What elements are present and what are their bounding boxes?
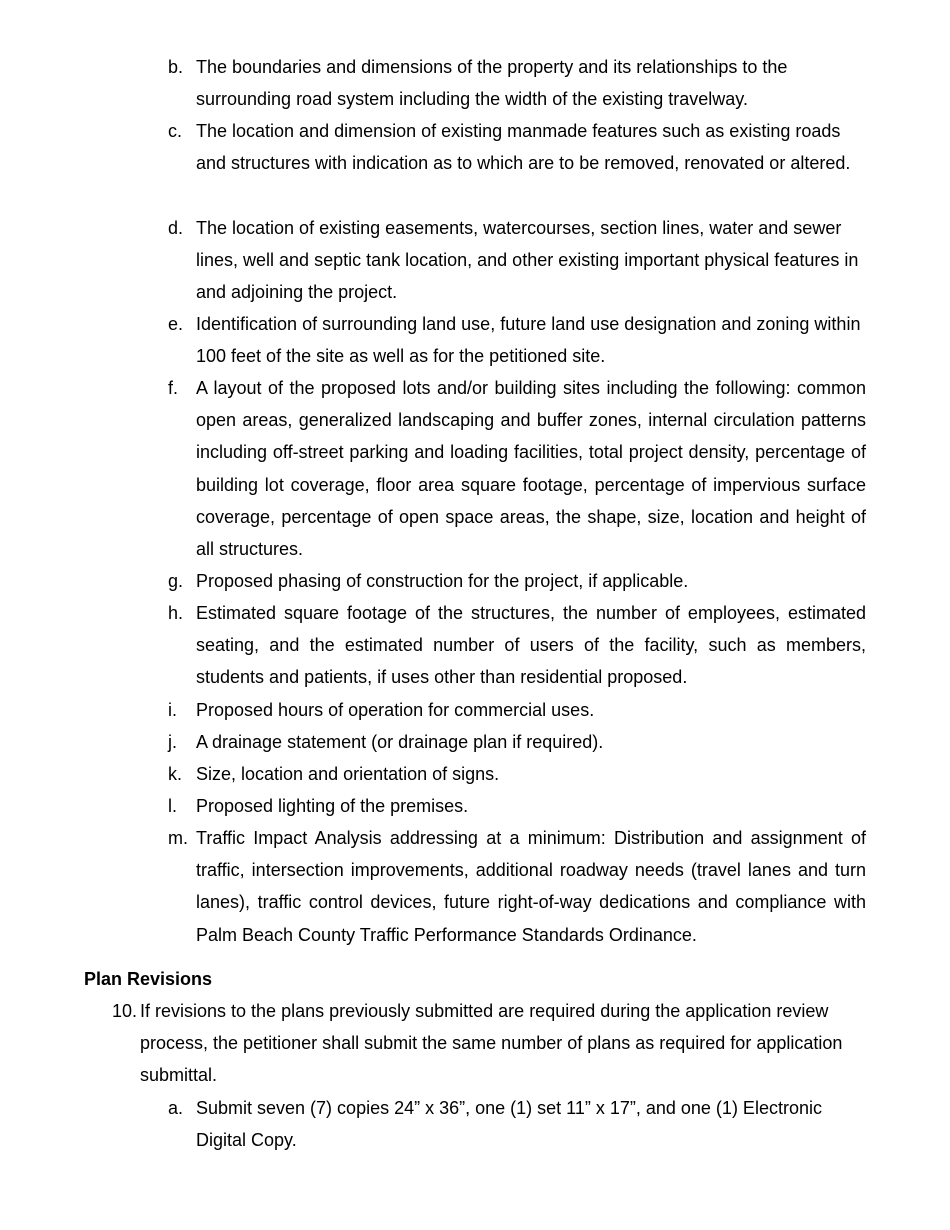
list-item-text: Proposed lighting of the premises. <box>196 796 469 816</box>
list-marker: a. <box>168 1098 184 1118</box>
list-marker: c. <box>168 121 183 141</box>
list-item-a <box>168 1092 866 1156</box>
list-item-text: The boundaries and dimensions of the property and its relationships to the surrounding road system including the width of the existing travelway. <box>196 57 788 110</box>
list-marker: j. <box>168 732 177 752</box>
list-marker: e. <box>168 314 184 334</box>
list-item-text: Size, location and orientation of signs. <box>196 764 500 784</box>
list-marker: i. <box>168 700 177 720</box>
list-item-text: Proposed hours of operation for commercial uses. <box>196 700 595 720</box>
list-item-text: If revisions to the plans previously submitted are required during the application review process, the petitioner shall submit the same number of plans as required for application submittal. <box>140 1001 843 1086</box>
list-item-f <box>168 372 866 565</box>
list-item-g <box>168 565 866 597</box>
list-item-text: Identification of surrounding land use, future land use designation and zoning within 100 feet of the site as well as for the petitioned site. <box>196 314 861 367</box>
section-heading-plan-revisions: Plan Revisions <box>84 969 213 989</box>
list-item-d <box>168 212 866 309</box>
list-item-k <box>168 758 866 790</box>
list-marker: g. <box>168 571 184 591</box>
list-item-text: Estimated square footage of the structures, the number of employees, estimated seating, and the estimated number of users of the facility, such as members, students and patients, if uses other than residential proposed. <box>196 603 866 688</box>
list-item-b <box>168 51 866 115</box>
list-item-text: The location of existing easements, watercourses, section lines, water and sewer lines, well and septic tank location, and other existing important physical features in and adjoining the project. <box>196 218 859 303</box>
list-item-text: The location and dimension of existing manmade features such as existing roads and structures with indication as to which are to be removed, renovated or altered. <box>196 121 851 174</box>
list-marker: f. <box>168 378 179 398</box>
list-marker: k. <box>168 764 183 784</box>
list-item-e <box>168 308 866 372</box>
list-marker: d. <box>168 218 184 238</box>
list-item-j <box>168 726 866 758</box>
list-item-i <box>168 694 866 726</box>
list-item-m <box>168 822 866 951</box>
list-item-text: Submit seven (7) copies 24” x 36”, one (1) set 11” x 17”, and one (1) Electronic Digital Copy. <box>196 1098 822 1151</box>
list-item-h <box>168 597 866 694</box>
list-item-text: A layout of the proposed lots and/or building sites including the following: common open areas, generalized landscaping and buffer zones, internal circulation patterns including off-street parking and loading facilities, total project density, percentage of building lot coverage, floor area square footage, percentage of impervious surface coverage, percentage of open space areas, the shape, size, location and height of all structures. <box>196 378 866 560</box>
list-item-c <box>168 115 866 179</box>
list-item-l <box>168 790 866 822</box>
list-marker: 10. <box>112 1001 138 1021</box>
list-item-text: A drainage statement (or drainage plan if required). <box>196 732 604 752</box>
list-item-text: Proposed phasing of construction for the project, if applicable. <box>196 571 689 591</box>
numbered-item-10 <box>112 995 866 1092</box>
list-item-text: Traffic Impact Analysis addressing at a minimum: Distribution and assignment of traffic, intersection improvements, additional roadway needs (travel lanes and turn lanes), traffic control devices, future right-of-way dedications and compliance with Palm Beach County Traffic Performance Standards Ordinance. <box>196 828 866 945</box>
list-marker: m. <box>168 828 188 848</box>
list-marker: h. <box>168 603 184 623</box>
list-marker: l. <box>168 796 177 816</box>
list-marker: b. <box>168 57 184 77</box>
